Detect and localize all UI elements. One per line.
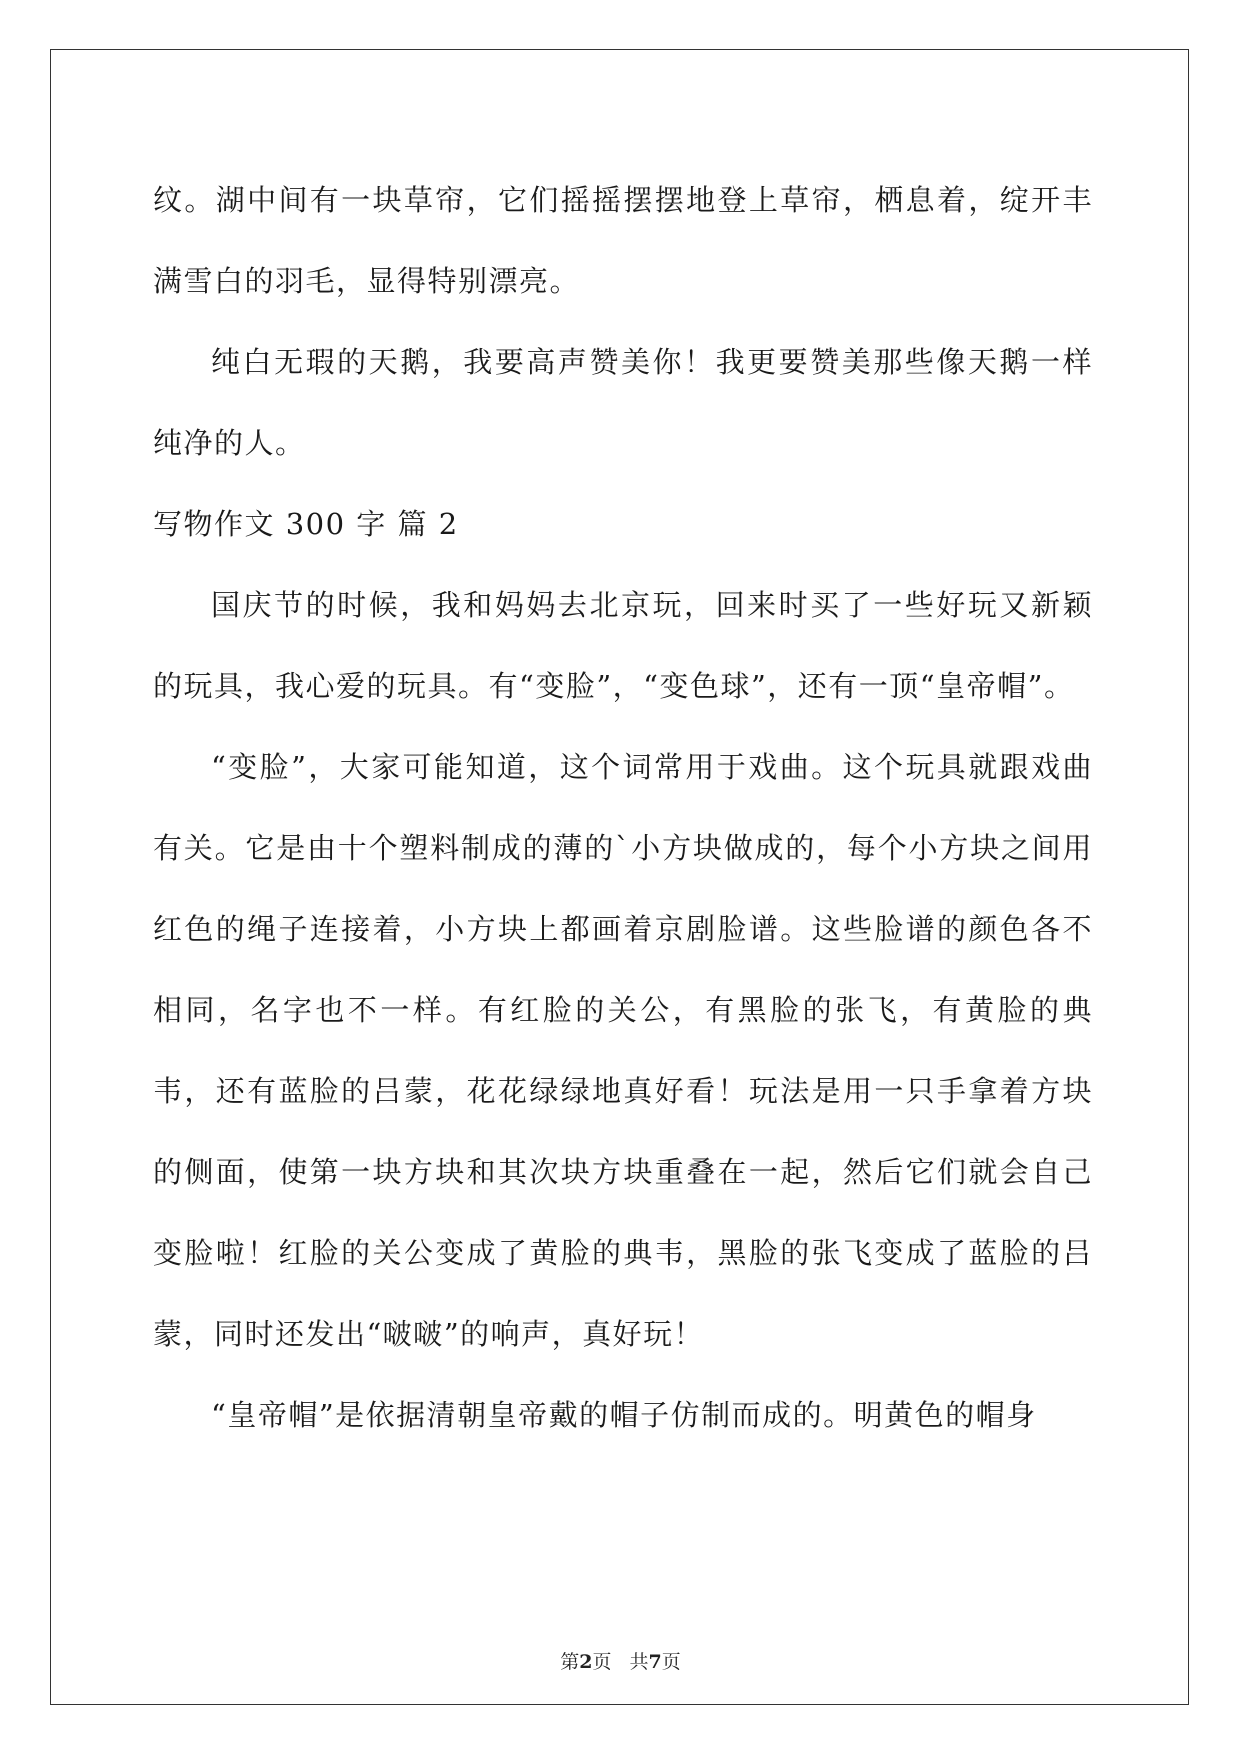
- footer-total-prefix: 共: [629, 1651, 649, 1673]
- document-body: [153, 160, 1093, 1456]
- paragraph-1: 纹。湖中间有一块草帘，它们摇摇摆摆地登上草帘，栖息着，绽开丰满雪白的羽毛，显得特别漂亮。: [153, 183, 1093, 298]
- paragraph-5: “皇帝帽”是依据清朝皇帝戴的帽子仿制而成的。明黄色的帽身: [211, 1398, 1037, 1432]
- footer-page-total: 7: [648, 1651, 662, 1673]
- footer-page-current: 2: [579, 1651, 593, 1673]
- paragraph-4: “变脸”，大家可能知道，这个词常用于戏曲。这个玩具就跟戏曲有关。它是由十个塑料制成的薄的`小方块做成的，每个小方块之间用红色的绳子连接着，小方块上都画着京剧脸谱。这些脸谱的颜色各不相同，名字也不一样。有红脸的关公，有黑脸的张飞，有黄脸的典韦，还有蓝脸的吕蒙，花花绿绿地真好看！玩法是用一只手拿着方块的侧面，使第一块方块和其次块方块重叠在一起，然后它们就会自己变脸啦！红脸的关公变成了黄脸的典韦，黑脸的张飞变成了蓝脸的吕蒙，同时还发出“啵啵”的响声，真好玩！: [153, 750, 1093, 1351]
- paragraph-2: 纯白无瑕的天鹅，我要高声赞美你！我更要赞美那些像天鹅一样纯净的人。: [153, 345, 1093, 460]
- footer-total-suffix: 页: [661, 1651, 681, 1673]
- paragraph-3: 国庆节的时候，我和妈妈去北京玩，回来时买了一些好玩又新颖 的玩具，我心爱的玩具。有“变脸”，“变色球”，还有一顶“皇帝帽”。: [153, 588, 1093, 703]
- footer-page-suffix: 页: [592, 1651, 612, 1673]
- page-footer: [0, 1647, 1241, 1674]
- section-heading: 写物作文 300 字 篇 2: [153, 507, 459, 541]
- footer-page-prefix: 第: [560, 1651, 580, 1673]
